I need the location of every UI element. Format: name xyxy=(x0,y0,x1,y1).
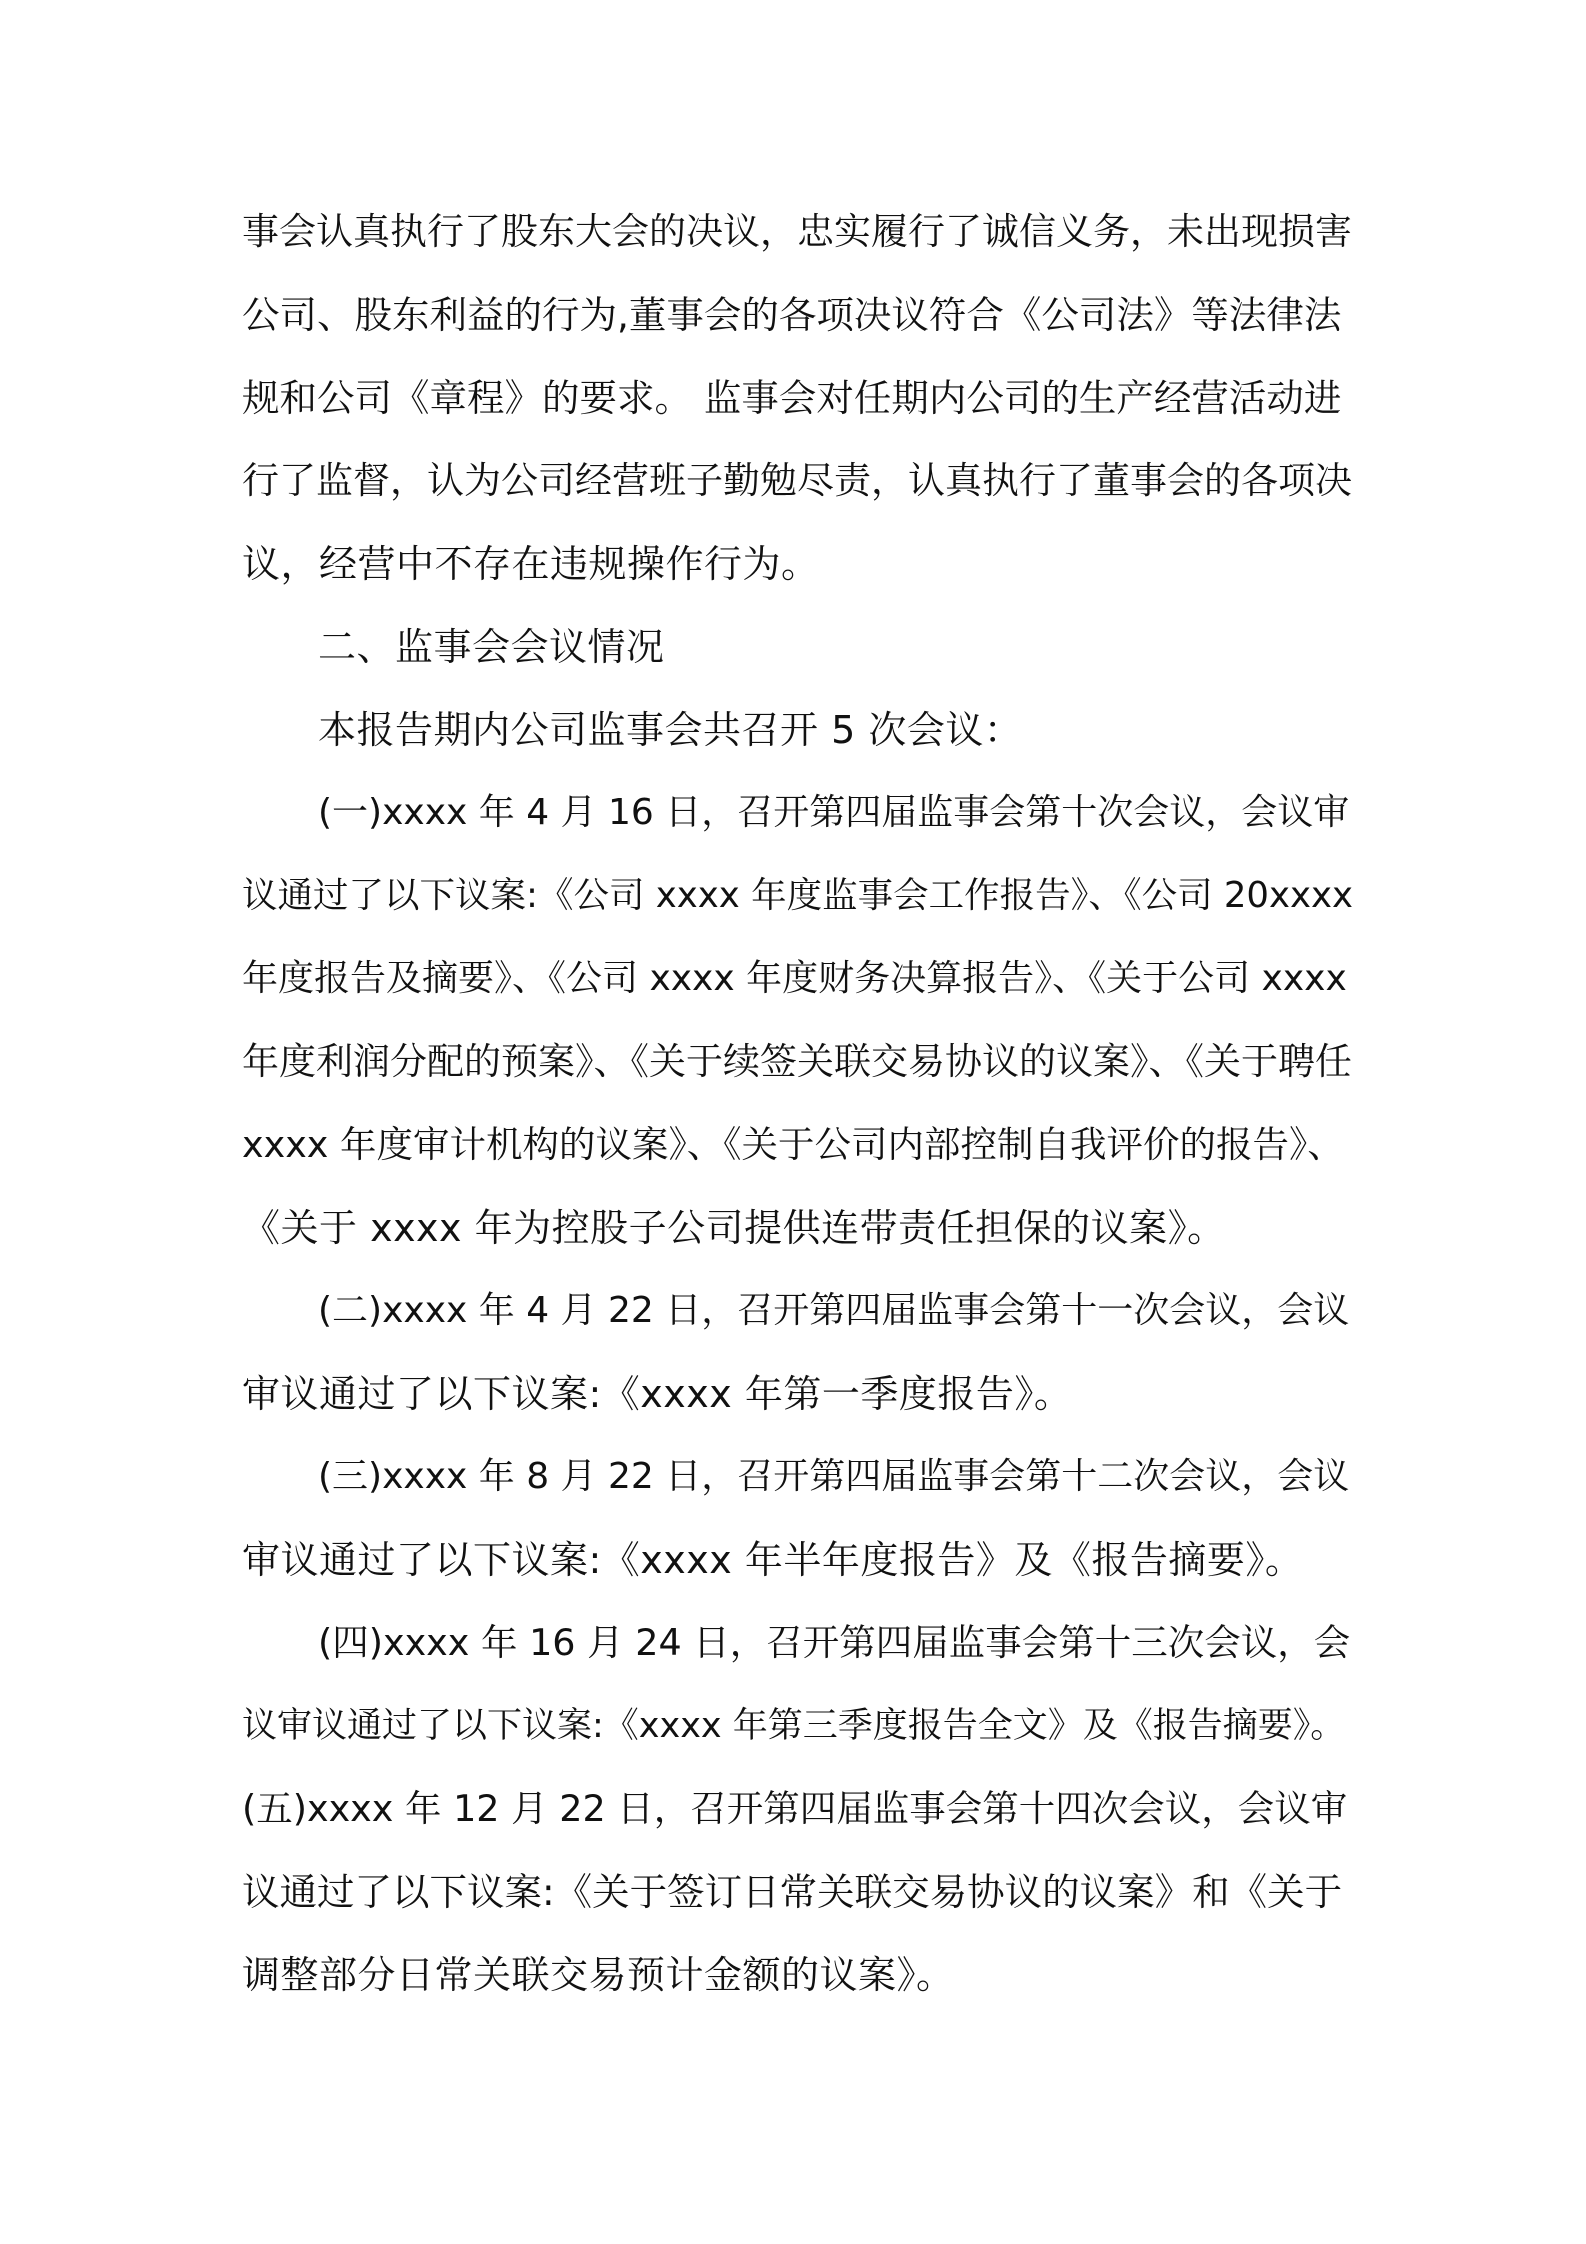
text-line: 议，经营中不存在违规操作行为。 xyxy=(242,542,820,586)
text-line: (四)xxxx 年 16 月 24 日，召开第四届监事会第十三次会议，会 xyxy=(318,1621,1351,1664)
text-line: 调整部分日常关联交易预计金额的议案》。 xyxy=(242,1953,955,1997)
text-line: 《关于 xxxx 年为控股子公司提供连带责任担保的议案》。 xyxy=(242,1206,1226,1250)
text-line: (三)xxxx 年 8 月 22 日，召开第四届监事会第十二次会议，会议 xyxy=(318,1456,1350,1497)
text-line: 公司、股东利益的行为,董事会的各项决议符合《公司法》等法律法 xyxy=(242,293,1342,337)
text-line: 议通过了以下议案:《公司 xxxx 年度监事会工作报告》、《公司 20xxxx xyxy=(242,875,1354,916)
text-line: 本报告期内公司监事会共召开 5 次会议： xyxy=(318,708,1023,752)
text-line: 行了监督，认为公司经营班子勤勉尽责，认真执行了董事会的各项决 xyxy=(242,459,1352,502)
text-line: 规和公司《章程》的要求。 监事会对任期内公司的生产经营活动进 xyxy=(242,376,1342,420)
text-line: 年度利润分配的预案》、《关于续签关联交易协议的议案》、《关于聘任 xyxy=(242,1040,1352,1083)
text-line: 议审议通过了以下议案:《xxxx 年第三季度报告全文》及《报告摘要》。 xyxy=(242,1706,1346,1746)
text-line: 议通过了以下议案:《关于签订日常关联交易协议的议案》和《关于 xyxy=(242,1870,1343,1914)
section-heading: 二、监事会会议情况 xyxy=(318,625,665,669)
text-line: (二)xxxx 年 4 月 22 日，召开第四届监事会第十一次会议，会议 xyxy=(318,1290,1350,1331)
text-line: 事会认真执行了股东大会的决议，忠实履行了诚信义务，未出现损害 xyxy=(242,210,1352,253)
text-line: 审议通过了以下议案:《xxxx 年第一季度报告》。 xyxy=(242,1372,1073,1416)
text-line: (一)xxxx 年 4 月 16 日，召开第四届监事会第十次会议，会议审 xyxy=(318,792,1350,833)
text-line: 审议通过了以下议案:《xxxx 年半年度报告》及《报告摘要》。 xyxy=(242,1538,1304,1582)
text-line: xxxx 年度审计机构的议案》、《关于公司内部控制自我评价的报告》、 xyxy=(242,1123,1344,1166)
text-line: 年度报告及摘要》、《公司 xxxx 年度财务决算报告》、《关于公司 xxxx xyxy=(242,958,1347,999)
text-line: (五)xxxx 年 12 月 22 日，召开第四届监事会第十四次会议，会议审 xyxy=(242,1787,1348,1830)
